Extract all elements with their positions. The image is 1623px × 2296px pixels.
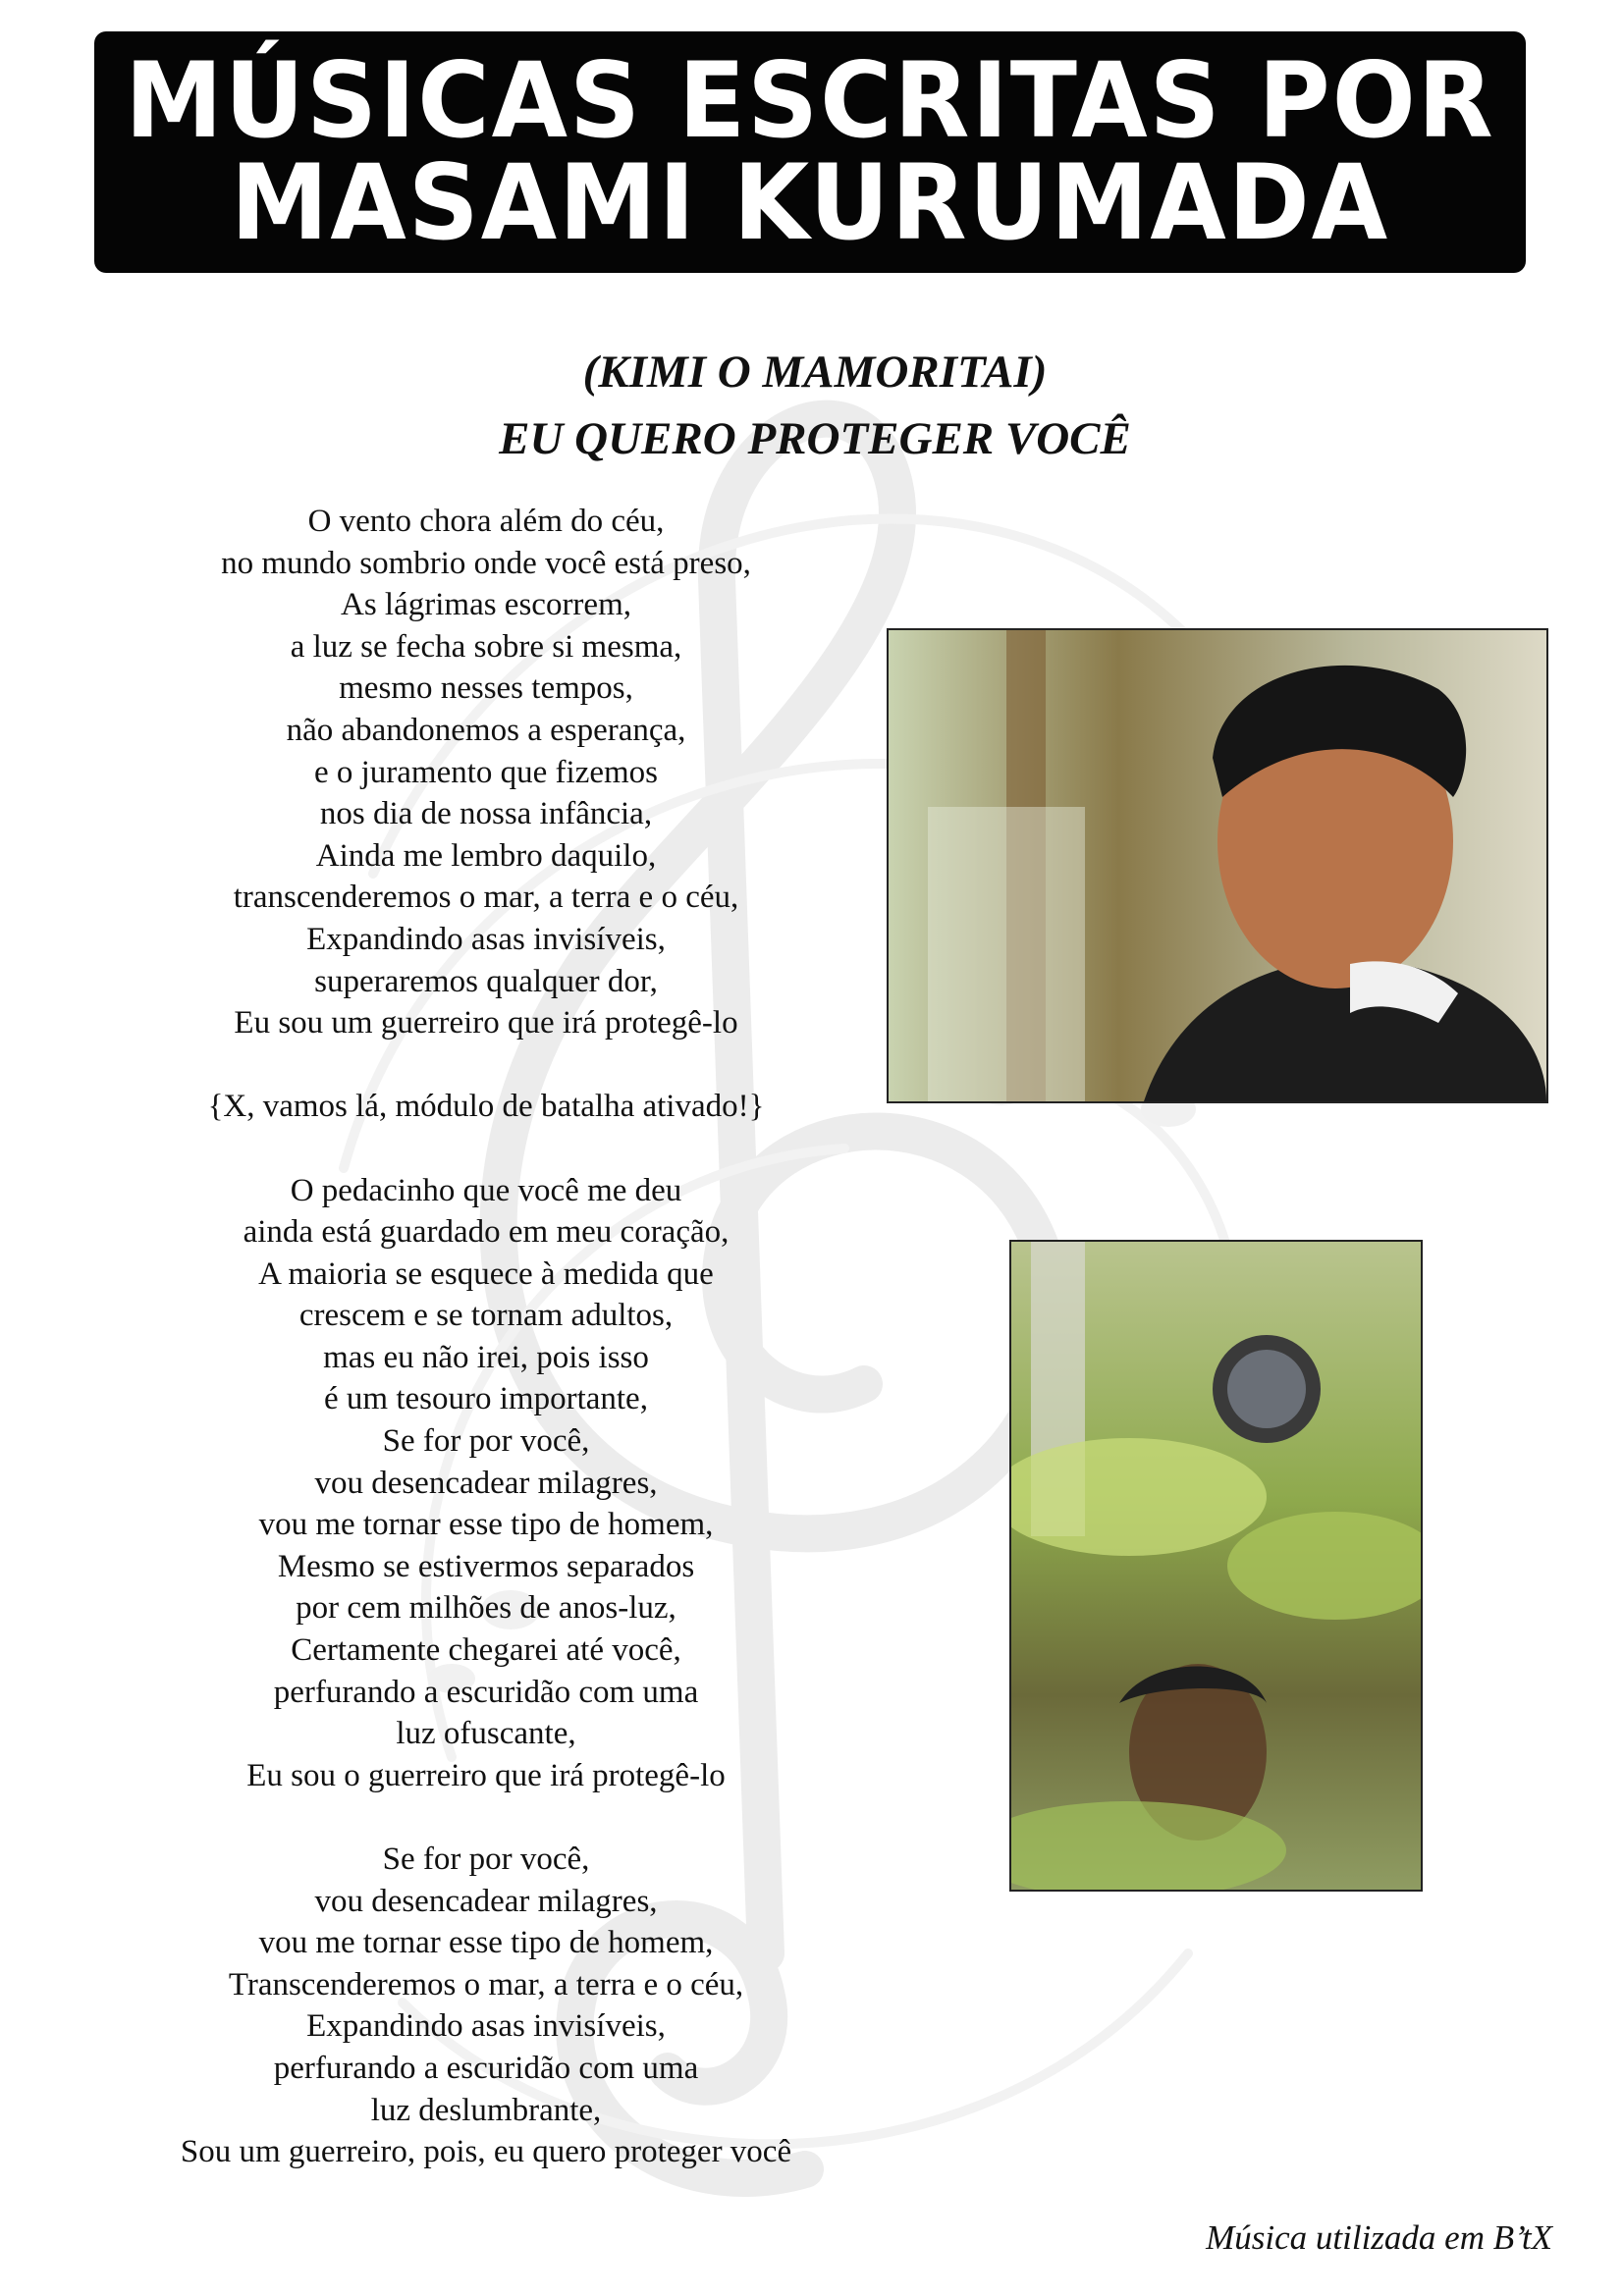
lyric-line: mesmo nesses tempos, [339, 670, 633, 707]
lyric-line: Se for por você, [382, 1423, 590, 1460]
lyric-line: Expandindo asas invisíveis, [306, 2008, 666, 2045]
lyric-line: vou desencadear milagres, [314, 1883, 658, 1919]
lyric-line: Se for por você, [382, 1842, 590, 1877]
lyric-line: Ainda me lembro daquilo, [315, 837, 657, 874]
lyric-line: Certamente chegarei até você, [291, 1632, 681, 1669]
lyric-line: O vento chora além do céu, [307, 504, 665, 539]
lyric-line: nos dia de nossa infância, [319, 796, 653, 832]
lyric-line: não abandonemos a esperança, [286, 712, 686, 748]
lyric-line: luz deslumbrante, [370, 2092, 602, 2128]
stanza-break [98, 1044, 874, 1087]
lyric-line: vou desencadear milagres, [314, 1465, 658, 1501]
stanza-break [98, 1796, 874, 1839]
lyric-line: por cem milhões de anos-luz, [296, 1590, 676, 1627]
lyric-line: superaremos qualquer dor, [314, 963, 658, 999]
lyrics-block [98, 501, 874, 2173]
lyric-line: e o juramento que fizemos [313, 754, 659, 790]
lyric-line: Expandindo asas invisíveis, [306, 921, 666, 957]
header-banner [94, 31, 1526, 273]
song-title-portuguese: EU QUERO PROTEGER VOCÊ [499, 413, 1131, 464]
banner-title-line-1: MÚSICAS ESCRITAS POR [125, 39, 1495, 162]
lyric-line: As lágrimas escorrem, [341, 587, 631, 623]
banner-title-line-2: MASAMI KURUMADA [230, 141, 1390, 264]
lyric-line: Eu sou um guerreiro que irá protegê-lo [234, 1005, 738, 1041]
lyric-line: Sou um guerreiro, pois, eu quero proteger você [180, 2134, 792, 2170]
lyric-line: luz ofuscante, [396, 1716, 576, 1752]
lyric-line: vou me tornar esse tipo de homem, [258, 1925, 714, 1961]
song-title-japanese: (KIMI O MAMORITAI) [582, 347, 1048, 398]
lyric-line: vou me tornar esse tipo de homem, [258, 1507, 714, 1543]
photo-portrait-smiling [887, 628, 1548, 1103]
lyric-line: transcenderemos o mar, a terra e o céu, [233, 880, 739, 916]
lyric-line: perfurando a escuridão com uma [273, 2050, 699, 2086]
lyric-line: mas eu não irei, pois isso [323, 1339, 649, 1375]
lyric-line: a luz se fecha sobre si mesma, [290, 628, 682, 665]
lyric-line: perfurando a escuridão com uma [273, 1674, 699, 1710]
lyric-line: O pedacinho que você me deu [290, 1172, 682, 1208]
footer-note: Música utilizada em B’tX [1206, 2218, 1552, 2257]
lyric-line: Eu sou o guerreiro que irá protegê-lo [246, 1757, 726, 1793]
lyric-line: é um tesouro importante, [324, 1381, 648, 1417]
stanza-break [98, 1128, 874, 1170]
lyric-line: {X, vamos lá, módulo de batalha ativado!} [207, 1089, 765, 1125]
lyric-line: Transcenderemos o mar, a terra e o céu, [228, 1966, 744, 2002]
photo-reflection-leaves [1009, 1240, 1423, 1892]
lyric-line: crescem e se tornam adultos, [298, 1298, 674, 1334]
lyric-line: ainda está guardado em meu coração, [243, 1214, 730, 1251]
lyric-line: no mundo sombrio onde você está preso, [221, 545, 751, 581]
lyric-line: A maioria se esquece à medida que [258, 1255, 714, 1292]
lyric-line: Mesmo se estivermos separados [277, 1548, 695, 1584]
